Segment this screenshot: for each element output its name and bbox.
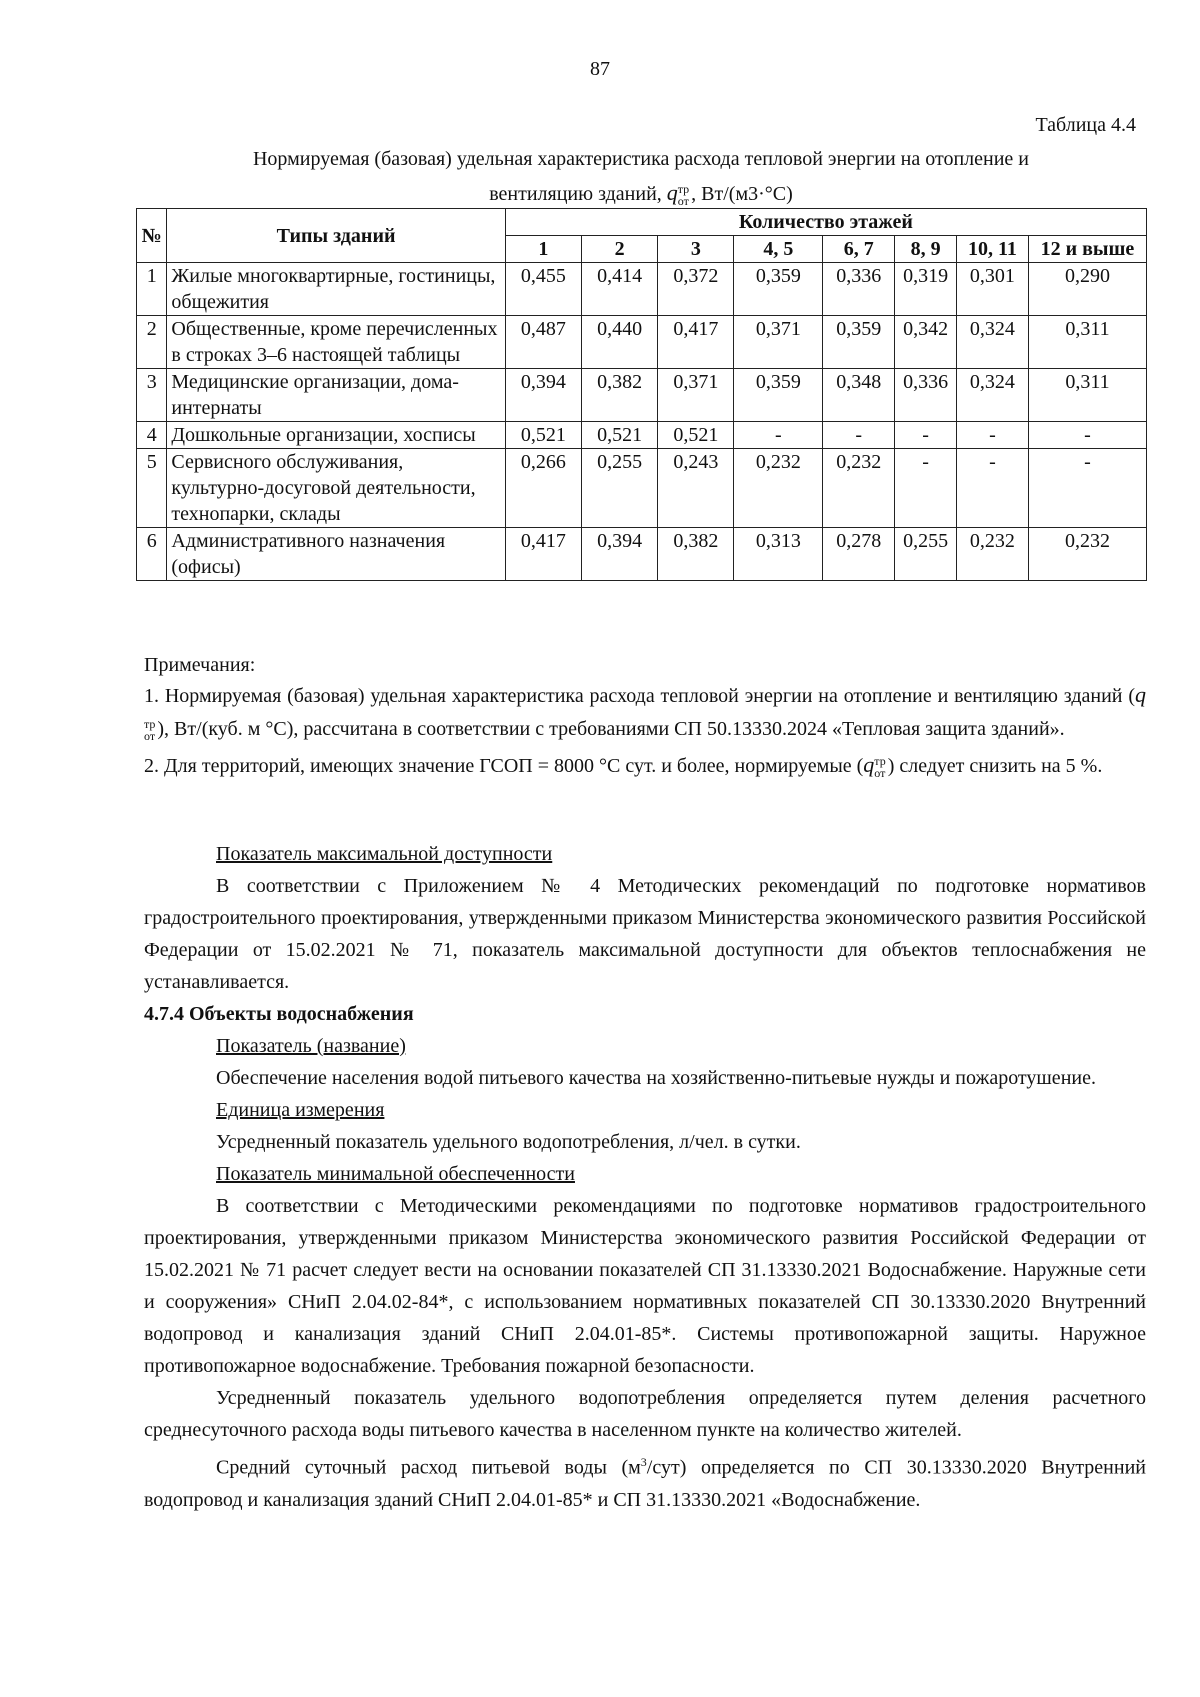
- table-title: [136, 142, 1146, 211]
- water-heading: 4.7.4 Объекты водоснабжения: [144, 1003, 414, 1025]
- header-floor-col: 1: [505, 236, 581, 263]
- table-row: 4 Дошкольные организации, хосписы 0,521 0,521 0,521 - - - - -: [137, 422, 1147, 449]
- heat-norm-table: [136, 208, 1147, 581]
- notes-heading: Примечания:: [144, 654, 256, 676]
- max-access-text: В соответствии с Приложением № 4 Методических рекомендаций по подготовке нормативов градостроительного проектирования, утвержденными приказом Министерства экономического развития Российской Федерации от 15.02.2021 № 71, показатель максимальной доступности для объектов теплоснабжения не устанавливается.: [144, 875, 1146, 993]
- header-floor-col: 3: [658, 236, 734, 263]
- body-text: [144, 838, 1146, 1516]
- page-number: 87: [590, 58, 610, 80]
- q-symbol: q: [666, 180, 678, 205]
- table-row: 3 Медицинские организации, дома-интернаты 0,394 0,382 0,371 0,359 0,348 0,336 0,324 0,311: [137, 369, 1147, 422]
- max-access-title: Показатель максимальной доступности: [216, 843, 553, 865]
- header-no: №: [137, 209, 167, 263]
- header-floor-col: 10, 11: [956, 236, 1028, 263]
- note-1: 1. Нормируемая (базовая) удельная характеристика расхода тепловой энергии на отопление и вентиляцию зданий (q тр от ), Вт/(куб. м °С), рассчитана в соответствии с требованиями СП 50.13330.2024 «Тепловая защита зданий».: [144, 682, 1146, 744]
- header-floor-col: 2: [581, 236, 657, 263]
- table-label: Таблица 4.4: [1035, 114, 1136, 136]
- daily-text: Средний суточный расход питьевой воды $(м^3/сут)$ определяется по СП 30.13330.2020 Внутренний водопровод и канализация зданий СНиП 2.04.01-85* и СП 31.13330.2021 «Водоснабжение.: [144, 1455, 1146, 1511]
- table-title-line2: вентиляцию зданий, q тр от , Вт/(м3·°С): [489, 180, 793, 209]
- table-row: 6 Административного назначения (офисы) 0,417 0,394 0,382 0,313 0,278 0,255 0,232 0,232: [137, 528, 1147, 581]
- min-text: В соответствии с Методическими рекомендациями по подготовке нормативов градостроительного проектирования, утвержденными приказом Министерства экономического развития Российской Федерации от 15.02.2021 № 71 расчет следует вести на основании показателей СП 31.13330.2021 Водоснабжение. Наружные сети и сооружения» СНиП 2.04.02-84*, с использованием нормативных показателей СП 30.13330.2020 Внутренний водопровод и канализация зданий СНиП 2.04.01-85*. Системы противопожарной защиты. Наружное противопожарное водоснабжение. Требования пожарной безопасности.: [144, 1195, 1146, 1377]
- table-row: 1 Жилые многоквартирные, гостиницы, общежития 0,455 0,414 0,372 0,359 0,336 0,319 0,301 0,290: [137, 263, 1147, 316]
- header-floors: Количество этажей: [505, 209, 1146, 236]
- q-indices: тр от: [677, 182, 690, 209]
- header-floor-col: 12 и выше: [1028, 236, 1146, 263]
- avg-text: Усредненный показатель удельного водопотребления определяется путем деления расчетного среднесуточного расхода воды питьевого качества в населенном пункте на количество жителей.: [144, 1387, 1146, 1441]
- unit-text: Усредненный показатель удельного водопотребления, л/чел. в сутки.: [216, 1131, 801, 1153]
- min-title: Показатель минимальной обеспеченности: [216, 1163, 575, 1185]
- note-2: 2. Для территорий, имеющих значение ГСОП = 8000 °С сут. и более, нормируемые (q тр от ) следует снизить на 5 %.: [144, 752, 1103, 781]
- notes-block: [144, 652, 1146, 783]
- unit-title: Единица измерения: [216, 1099, 385, 1121]
- header-floor-col: 4, 5: [734, 236, 823, 263]
- table-row: 5 Сервисного обслуживания, культурно-досуговой деятельности, технопарки, склады 0,266 0,255 0,243 0,232 0,232 - - -: [137, 449, 1147, 528]
- header-type: Типы зданий: [167, 209, 505, 263]
- table-title-line1: Нормируемая (базовая) удельная характеристика расхода тепловой энергии на отопление и: [252, 148, 1030, 170]
- indicator-title: Показатель (название): [216, 1035, 406, 1057]
- indicator-text: Обеспечение населения водой питьевого качества на хозяйственно-питьевые нужды и пожаротушение.: [216, 1067, 1096, 1089]
- table-row: 2 Общественные, кроме перечисленных в строках 3–6 настоящей таблицы 0,487 0,440 0,417 0,371 0,359 0,342 0,324 0,311: [137, 316, 1147, 369]
- header-floor-col: 6, 7: [823, 236, 895, 263]
- header-floor-col: 8, 9: [895, 236, 957, 263]
